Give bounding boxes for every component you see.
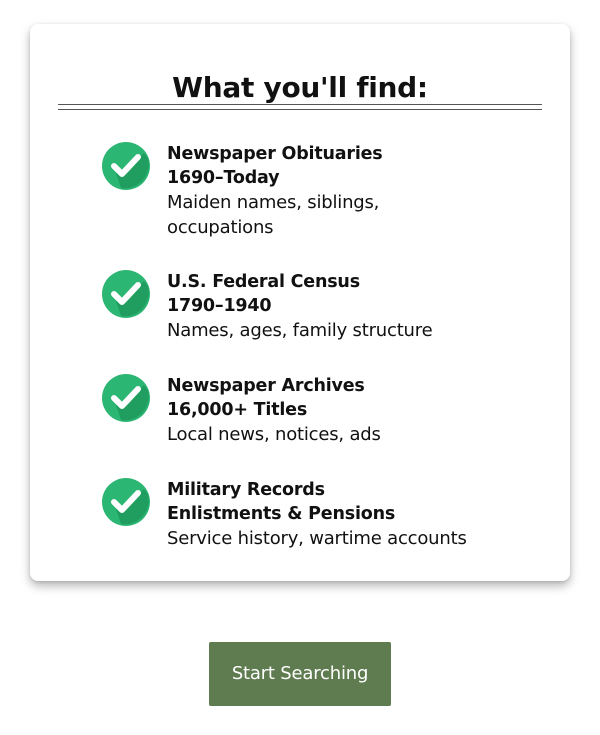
feature-title: Newspaper Obituaries — [167, 144, 383, 164]
feature-text — [167, 270, 542, 343]
feature-description: Maiden names, siblings, occupations — [167, 192, 380, 238]
check-circle-icon — [102, 270, 150, 318]
feature-description: Service history, wartime accounts — [167, 528, 467, 549]
features-card — [30, 24, 570, 581]
title-divider — [58, 104, 542, 110]
feature-text — [167, 142, 542, 240]
start-searching-button[interactable]: Start Searching — [209, 642, 391, 706]
feature-subtitle: 1790–1940 — [167, 296, 272, 316]
feature-subtitle: 16,000+ Titles — [167, 400, 308, 420]
check-circle-icon — [102, 374, 150, 422]
feature-description: Names, ages, family structure — [167, 320, 433, 341]
check-circle-icon — [102, 478, 150, 526]
feature-title: U.S. Federal Census — [167, 272, 360, 292]
card-title: What you'll find: — [172, 71, 428, 104]
feature-title: Newspaper Archives — [167, 376, 365, 396]
feature-subtitle: 1690–Today — [167, 168, 280, 188]
feature-text — [167, 374, 542, 447]
feature-title: Military Records — [167, 480, 325, 500]
feature-description: Local news, notices, ads — [167, 424, 381, 445]
feature-text — [167, 478, 542, 551]
feature-subtitle: Enlistments & Pensions — [167, 504, 396, 524]
check-circle-icon — [102, 142, 150, 190]
